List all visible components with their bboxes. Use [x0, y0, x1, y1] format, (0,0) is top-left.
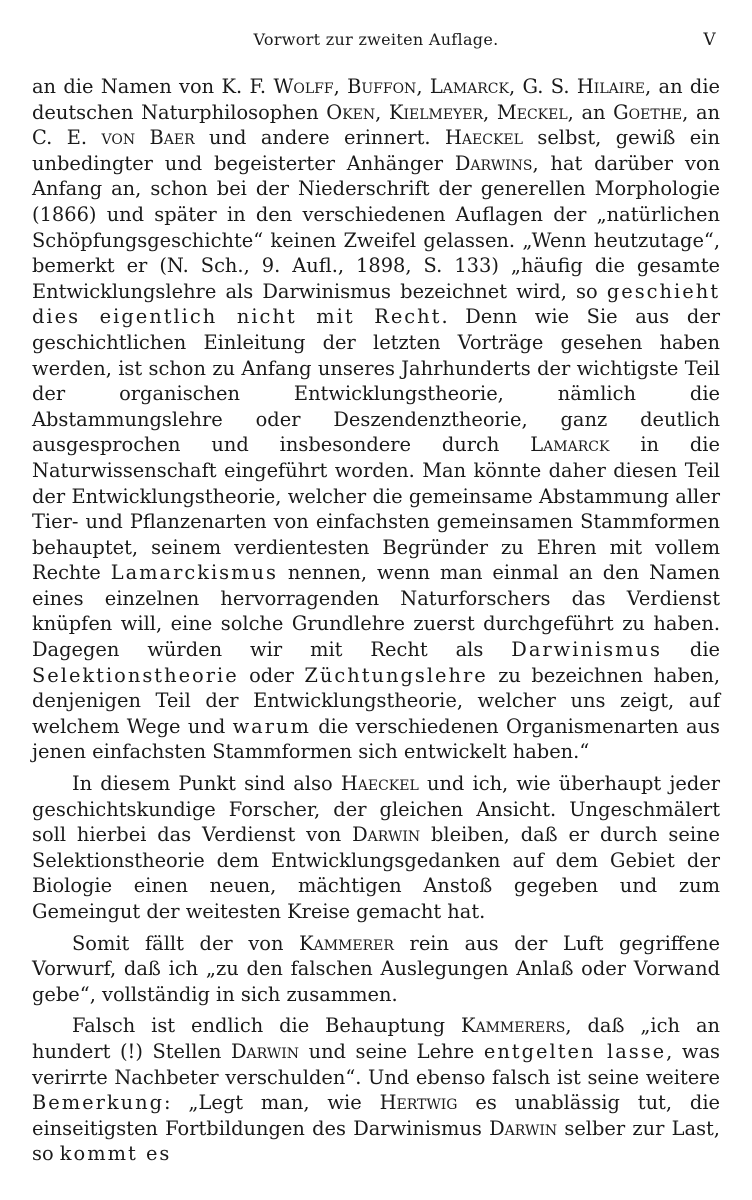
- small-caps-name: Buffon: [347, 75, 417, 98]
- small-caps-name: Kammerer: [299, 931, 394, 955]
- small-caps-name: Haeckel: [445, 126, 523, 150]
- small-caps-name: Haeckel: [340, 772, 419, 796]
- page-number: V: [703, 30, 716, 50]
- small-caps-name: Kielmeyer: [388, 100, 484, 124]
- spaced-emphasis: Darwinismus: [511, 638, 662, 662]
- spaced-emphasis: kommt es: [59, 1142, 172, 1166]
- spaced-emphasis: Bemerkung: [32, 1091, 164, 1115]
- small-caps-name: Wolff: [273, 75, 334, 98]
- text-run: , an: [567, 100, 614, 124]
- text-run: und ich, wie überhaupt jeder geschichtskundige Forscher, der gleichen Ansicht. Ungeschmälert soll hierbei das Verdienst von: [32, 772, 720, 847]
- body-text: [32, 74, 720, 1167]
- small-caps-name: Kammerers: [461, 1014, 566, 1038]
- small-caps-name: Lamarck: [429, 75, 509, 98]
- text-run: ,: [483, 100, 497, 124]
- text-run: selber zur Last, so: [32, 1116, 720, 1166]
- paragraph: [32, 931, 720, 1008]
- small-caps-name: von Baer: [101, 126, 195, 150]
- small-caps-name: Darwin: [489, 1116, 558, 1140]
- text-run: Somit fällt der von: [72, 931, 300, 955]
- text-run: , an C. E.: [32, 100, 721, 150]
- text-run: , was verirrte Nachbeter verschulden“. Und ebenso falsch ist seine weitere: [32, 1039, 720, 1089]
- text-run: , G. S.: [508, 75, 577, 98]
- small-caps-name: Meckel: [496, 100, 568, 124]
- small-caps-name: Hilaire: [576, 75, 646, 98]
- paragraph: [32, 771, 720, 925]
- text-run: die verschiedenen Organismenarten aus jenen einfachsten Stammformen sich entwickelt haben.“: [32, 714, 720, 764]
- small-caps-name: Lamarck: [530, 433, 610, 457]
- text-run: die: [661, 638, 720, 662]
- text-run: . Denn wie Sie aus der geschichtlichen Einleitung der letzten Vorträge gesehen haben werden, ist schon zu Anfang unseres Jahrhunderts der wichtigste Teil der organischen Entwicklungstheorie, nämlich die Abstammungslehre oder Deszendenztheorie, ganz deutlich ausgesprochen und insbesondere durch: [32, 305, 720, 457]
- text-run: selbst, gewiß ein unbedingter und begeisterter Anhänger: [32, 126, 720, 175]
- paragraph: [32, 74, 720, 765]
- small-caps-name: Darwin: [230, 1039, 300, 1063]
- text-run: : „Legt man, wie: [164, 1091, 380, 1115]
- text-run: und andere erinnert.: [194, 126, 446, 150]
- spaced-emphasis: entgelten lasse: [483, 1039, 667, 1063]
- text-run: ,: [416, 75, 430, 98]
- document-page: [32, 30, 720, 1173]
- paragraph: [32, 1013, 720, 1167]
- spaced-emphasis: Selektionstheorie: [32, 663, 239, 687]
- small-caps-name: Oken: [326, 100, 376, 124]
- text-run: es unablässig tut, die einseitigsten Fortbildungen des Darwinismus: [32, 1091, 720, 1140]
- spaced-emphasis: Züchtungslehre: [304, 663, 488, 687]
- small-caps-name: Hertwig: [379, 1091, 458, 1115]
- text-run: ,: [333, 75, 348, 98]
- text-run: , daß „ich an hundert (!) Stellen: [32, 1014, 720, 1063]
- text-run: oder: [238, 663, 305, 687]
- text-run: rein aus der Luft gegriffene Vorwurf, daß ich „zu den falschen Auslegungen Anlaß oder Vorwand gebe“, vollständig in sich zusammen.: [32, 931, 721, 1006]
- text-run: und seine Lehre: [299, 1039, 484, 1063]
- spaced-emphasis: warum: [232, 714, 311, 738]
- text-run: Falsch ist endlich die Behauptung: [72, 1014, 461, 1038]
- text-run: nennen, wenn man einmal an den Namen eines einzelnen hervorragenden Naturforschers das Verdienst knüpfen will, eine solche Grundlehre zuerst durchgeführt zu haben. Dagegen würden wir mit Recht als: [32, 561, 720, 662]
- text-run: an die Namen von K. F.: [32, 75, 274, 98]
- text-run: , hat darüber von Anfang an, schon bei der Niederschrift der generellen Morphologie (1866) und später in den verschiedenen Auflagen der „natürlichen Schöpfungsgeschichte“ keinen Zweifel gelassen. „Wenn heutzutage“, bemerkt er (N. Sch., 9. Aufl., 1898, S. 133) „häufig die gesamte Entwicklungslehre als Darwinismus bezeichnet wird, so: [32, 151, 720, 303]
- text-run: In diesem Punkt sind also: [72, 772, 341, 796]
- text-run: in die Naturwissenschaft eingeführt worden. Man könnte daher diesen Teil der Entwicklungstheorie, welcher die gemeinsame Abstammung aller Tier- und Pflanzenarten von einfachsten gemeinsamen Stammformen behauptet, seinem verdientesten Begründer zu Ehren mit vollem Rechte: [32, 433, 720, 585]
- small-caps-name: Goethe: [613, 100, 683, 124]
- text-run: , an die deutschen Naturphilosophen: [32, 75, 721, 124]
- text-run: bleiben, daß er durch seine Selektionstheorie dem Entwicklungsgedanken auf dem Gebiet der Biologie einen neuen, mächtigen Anstoß gegeben und zum Gemeingut der weitesten Kreise gemacht hat.: [32, 823, 721, 923]
- small-caps-name: Darwins: [454, 151, 533, 175]
- small-caps-name: Darwin: [352, 823, 421, 847]
- text-run: zu bezeichnen haben, denjenigen Teil der Entwicklungstheorie, welcher uns zeigt, auf welchem Wege und: [32, 663, 720, 738]
- spaced-emphasis: geschieht dies eigentlich nicht mit Recht: [32, 279, 720, 329]
- running-head-title: Vorwort zur zweiten Auflage.: [253, 30, 499, 49]
- text-run: ,: [375, 100, 389, 124]
- spaced-emphasis: Lamarckismus: [110, 561, 278, 585]
- running-head: [32, 30, 720, 60]
